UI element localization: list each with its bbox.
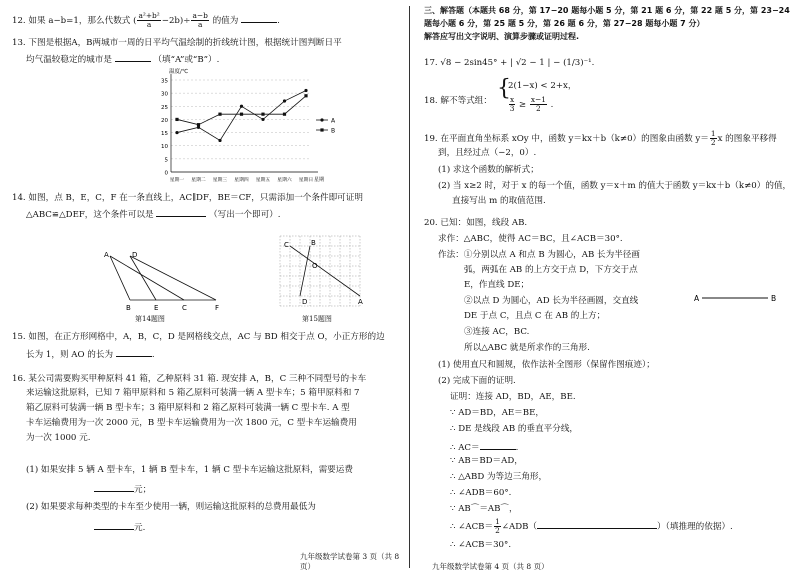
q13-hint: （填“A”或“B”）. xyxy=(153,55,220,65)
chart-x-tick-label: 星期六 xyxy=(277,178,292,183)
q13-line1: 下图是根据A，B两城市一周的日平均气温绘制的折线统计图，根据统计图判断日平 xyxy=(28,38,342,48)
right-footer: 九年级数学试卷第 4 页（共 8 页） xyxy=(432,561,549,571)
question-12: 12. 如果 a−b=1，那么代数式 ( $\frac{\text{a²+b²}}{a}$ −2b)÷ $\frac{a-b}{a}$ 的值为 . xyxy=(12,11,280,29)
fig15-label-o: O xyxy=(312,262,318,270)
q20-step-4: ②以点 D 为圆心，AD 长为半径画圆，交直线 xyxy=(464,296,639,306)
chart-point-A xyxy=(240,105,243,108)
chart-point-A xyxy=(283,99,286,102)
q12-mid: −2b xyxy=(161,15,180,26)
fig15-label-c: C xyxy=(284,241,289,249)
q19-line1: 在平面直角坐标系 xOy 中，函数 y＝kx＋b（k≠0）的图象由函数 y＝ xyxy=(440,133,709,144)
proof-half-frac xyxy=(494,518,501,535)
chart-y-tick-label: 35 xyxy=(161,78,168,85)
chart-x-tick-label: 星期日 xyxy=(298,178,314,183)
chart-point-A xyxy=(218,139,221,142)
chart-y-tick-label: 25 xyxy=(161,104,168,111)
question-20 xyxy=(424,218,527,230)
chart-y-tick-label: 15 xyxy=(161,131,168,138)
q16-sub2-answer-row xyxy=(94,520,145,535)
chart-legend-marker-A xyxy=(320,118,323,121)
q14-number: 14. xyxy=(12,193,26,203)
q18-brace: { xyxy=(497,76,511,101)
fig14-label-a: A xyxy=(104,251,109,259)
question-16 xyxy=(12,374,407,446)
proof-line-6: ∴ △ABD 为等边三角形， xyxy=(450,472,548,482)
q13-line2-row xyxy=(26,52,219,67)
segment-label-b: B xyxy=(771,294,777,303)
question-15 xyxy=(12,332,385,344)
q20-step-1: 作法：①分别以点 A 和点 B 为圆心，AB 长为半径画 xyxy=(438,250,640,260)
q18-number: 18. xyxy=(424,96,438,106)
q18-inequality-1: 2(1−x) < 2+x， xyxy=(508,81,577,91)
fig15-label-d: D xyxy=(302,298,308,306)
q20-number: 20. xyxy=(424,218,438,228)
chart-x-tick-label: 星期三 xyxy=(212,178,228,183)
fig15-label-a: A xyxy=(358,298,363,306)
q12-answer-blank xyxy=(241,13,277,23)
q19-line1-tail: x 的图象平移得 xyxy=(717,133,777,144)
q18-frac-left xyxy=(509,96,515,113)
q16-sub1-tail: 元； xyxy=(134,485,152,495)
section-3-title-2: 题每小题 6 分，第 25 题 5 分，第 26 题 6 分，第 27−28 题每小题 7 分） xyxy=(424,19,705,28)
q12-frac-2 xyxy=(191,12,208,29)
q17-number: 17. xyxy=(424,58,438,68)
chart-point-A xyxy=(304,89,307,92)
q12-frac-1 xyxy=(137,12,160,29)
q18-frac-right-num: x−1 xyxy=(530,95,546,104)
chart-legend-marker-B xyxy=(320,128,323,131)
proof-line-9: ∴ ∠ACB＝ xyxy=(450,521,494,532)
q12-frac2-num: a−b xyxy=(192,11,208,20)
proof-line-4: ∴ AC＝ xyxy=(450,443,480,453)
proof-line-8: ∵ AB⌒＝AB⌒， xyxy=(450,504,518,514)
q18-inequality-2 xyxy=(508,96,553,113)
q14-line2-row xyxy=(26,207,281,222)
fig14-label-b: B xyxy=(126,304,131,312)
chart-x-axis-title: 星期 xyxy=(314,177,325,183)
fig14-line-ab xyxy=(110,256,130,300)
fig14-caption: 第14题图 xyxy=(135,315,165,323)
chart-y-axis-title: 温度/℃ xyxy=(169,69,189,75)
q19-sub1: (1) 求这个函数的解析式； xyxy=(438,165,539,175)
q16-line-5: 为一次 1000 元. xyxy=(26,432,91,443)
q14-line2: △ABC≌△DEF，这个条件可以是 xyxy=(26,210,154,220)
q18-geq: ≥ xyxy=(518,99,527,110)
q18-frac-right xyxy=(530,96,547,113)
proof-line-10: ∴ ∠ACB＝30°. xyxy=(450,540,512,550)
chart-legend-label-A: A xyxy=(331,117,336,125)
chart-y-tick-label: 0 xyxy=(164,170,168,177)
q18-frac-right-den: 2 xyxy=(536,103,541,113)
q16-sub2-blank xyxy=(94,520,134,530)
chart-point-B xyxy=(283,113,286,116)
proof-line-3: ∴ DE 是线段 AB 的垂直平分线， xyxy=(450,424,579,434)
chart-point-A xyxy=(261,118,264,121)
chart-point-A xyxy=(175,131,178,134)
q15-line1: 如图，在正方形网格中，A，B，C，D 是网格线交点，AC 与 BD 相交于点 O，小正方形的边 xyxy=(28,332,385,342)
proof-line-5: ∵ AB＝BD＝AD， xyxy=(450,456,523,466)
q12-text-a: 如果 a−b=1，那么代数式 xyxy=(28,15,131,26)
q20-sub1: (1) 使用直尺和圆规，依作法补全图形（保留作图痕迹）； xyxy=(438,360,655,370)
q12-frac2-den: a xyxy=(197,19,203,29)
q19-frac-half xyxy=(710,130,717,147)
q20-intro: 已知：如图，线段 AB. xyxy=(440,218,528,228)
chart-x-tick-label: 星期二 xyxy=(191,178,206,183)
fig15-line-ac xyxy=(290,246,360,296)
q16-sub1-answer-row xyxy=(94,482,151,497)
q18-tail: . xyxy=(550,99,554,110)
q16-sub1-blank xyxy=(94,482,134,492)
proof-half-den: 2 xyxy=(495,525,500,535)
chart-x-tick-label: 星期四 xyxy=(234,178,249,183)
q16-line-3: 箱乙原料可装满一辆 B 型卡车；3 箱甲原料和 2 箱乙原料可装满一辆 C 型卡车. A 型 xyxy=(26,402,350,413)
q19-frac-den: 2 xyxy=(710,137,716,147)
q15-line2-row: 长为 1，则 AO 的长为 . xyxy=(26,347,155,362)
proof-reason-blank xyxy=(537,519,657,529)
chart-y-tick-label: 10 xyxy=(161,144,168,151)
chart-y-tick-label: 30 xyxy=(161,91,168,98)
q14-answer-blank xyxy=(156,207,206,217)
q20-step-5: DE 于点 C，且点 C 在 AB 的上方； xyxy=(464,311,606,321)
q19-frac-num: 1 xyxy=(710,129,716,138)
q20-step-2: 弧，两弧在 AB 的上方交于点 D，下方交于点 xyxy=(464,265,638,275)
fig14-label-d: D xyxy=(132,251,138,259)
chart-point-B xyxy=(240,113,243,116)
proof-line-2: ∵ AD＝BD，AE＝BE， xyxy=(450,408,544,418)
proof-line-9-row xyxy=(450,518,733,535)
section-3-note: 解答应写出文字说明、演算步骤或证明过程. xyxy=(424,32,580,41)
chart-point-B xyxy=(304,94,307,97)
q19-number: 19. xyxy=(424,133,438,144)
q20-step-6: ③连接 AC，BC. xyxy=(464,327,530,337)
question-18 xyxy=(424,96,492,108)
q12-number: 12. xyxy=(12,15,26,26)
chart-legend-label-B: B xyxy=(331,127,336,135)
proof-mid: ∠ADB（ xyxy=(501,521,538,532)
q19-line2: 到，且经过点（−2，0）. xyxy=(438,148,537,158)
chart-point-B xyxy=(261,113,264,116)
q18-frac-left-num: x xyxy=(510,95,515,104)
fig14-label-c: C xyxy=(182,304,187,312)
question-13 xyxy=(12,38,342,50)
figure-15-grid xyxy=(272,232,368,312)
q20-step-7: 所以△ABC 就是所求作的三角形. xyxy=(464,343,590,353)
q16-sub2: (2) 如果要求每种类型的卡车至少使用一辆，则运输这批原料的总费用最低为 xyxy=(26,502,316,512)
q17-expression: √8 − 2sin45° + | √2 − 1 | − (1/3)⁻¹. xyxy=(440,58,595,68)
proof-hint: ）（填推理的依据）. xyxy=(657,521,733,532)
q16-line-2: 来运输这批原料，已知 7 箱甲原料和 5 箱乙原料可装满一辆 A 型卡车；5 箱甲原料和 7 xyxy=(26,387,360,398)
fig15-label-b: B xyxy=(311,239,316,247)
chart-point-B xyxy=(218,113,221,116)
question-14 xyxy=(12,193,363,205)
proof-line-4-row xyxy=(450,440,518,455)
q13-answer-blank xyxy=(115,52,151,62)
proof-ac-tail: . xyxy=(515,443,519,453)
q16-line-4: 卡车运输费用为一次 2000 元，B 型卡车运输费用为一次 1800 元，C 型卡车运输费用 xyxy=(26,417,357,428)
q13-line2: 均气温较稳定的城市是 xyxy=(26,55,112,65)
proof-line-1: 证明：连接 AD，BD，AE，BE. xyxy=(450,392,576,402)
section-3-title: 三、解答题（本题共 68 分，第 17−20 题每小题 5 分，第 21 题 6 分，第 22 题 5 分，第 23−24 xyxy=(424,6,790,15)
chart-x-tick-label: 星期五 xyxy=(255,178,271,183)
q16-sub1: (1) 如果安排 5 辆 A 型卡车，1 辆 B 型卡车，1 辆 C 型卡车运输这批原料，需要运费 xyxy=(26,465,353,475)
q19-sub2a: (2) 当 x≥2 时，对于 x 的每一个值，函数 y＝x＋m 的值大于函数 y＝kx＋b（k≠0）的值， xyxy=(438,181,792,191)
q16-line-1: 某公司需要购买甲种原料 41 箱，乙种原料 31 箱. 现安排 A，B，C 三种不同型号的卡车 xyxy=(28,374,367,384)
q15-number: 15. xyxy=(12,332,26,342)
figure-14-triangles xyxy=(98,248,228,314)
q18-frac-left-den: 3 xyxy=(509,103,515,113)
q12-text-b: 的值为 xyxy=(212,15,239,26)
chart-y-tick-label: 5 xyxy=(164,157,168,164)
q15-answer-blank xyxy=(116,347,152,357)
question-19 xyxy=(424,130,777,147)
chart-point-B xyxy=(175,118,178,121)
q12-frac1-num: a²+b² xyxy=(138,11,160,20)
q14-line1: 如图，点 B，E，C，F 在一条直线上，AC∥DF，BE＝CF，只需添加一个条件即可证明 xyxy=(28,193,363,203)
fig15-caption: 第15题图 xyxy=(302,315,332,323)
proof-ac-blank xyxy=(480,440,516,450)
fig14-label-f: F xyxy=(215,304,220,312)
q14-hint: （写出一个即可）. xyxy=(209,210,281,220)
q19-sub2b: 直接写出 m 的取值范围. xyxy=(452,196,546,206)
q20-step-3: E，作直线 DE； xyxy=(464,280,530,290)
proof-half-num: 1 xyxy=(495,517,500,526)
fig15-line-bd xyxy=(300,246,310,296)
left-footer: 九年级数学试卷第 3 页（共 8 页） xyxy=(300,551,400,571)
fig14-label-e: E xyxy=(154,304,159,312)
q20-task: 求作：△ABC，使得 AC＝BC，且∠ACB＝30°. xyxy=(438,234,623,244)
chart-x-tick-label: 星期一 xyxy=(169,178,185,183)
proof-line-7: ∴ ∠ADB＝60°. xyxy=(450,488,512,498)
temperature-line-chart xyxy=(145,66,350,188)
q16-sub2-tail: 元. xyxy=(134,523,146,533)
chart-point-B xyxy=(197,123,200,126)
right-page xyxy=(410,0,794,576)
q16-number: 16. xyxy=(12,374,26,384)
q15-line2: 长为 1，则 AO 的长为 xyxy=(26,350,114,360)
q20-sub2: (2) 完成下面的证明. xyxy=(438,376,516,386)
q13-number: 13. xyxy=(12,38,26,48)
segment-label-a: A xyxy=(694,294,700,303)
question-17 xyxy=(424,58,594,70)
chart-y-tick-label: 20 xyxy=(161,117,168,124)
q18-text: 解不等式组： xyxy=(440,96,492,106)
segment-ab-figure xyxy=(692,290,784,306)
q12-frac1-den: a xyxy=(146,19,152,29)
